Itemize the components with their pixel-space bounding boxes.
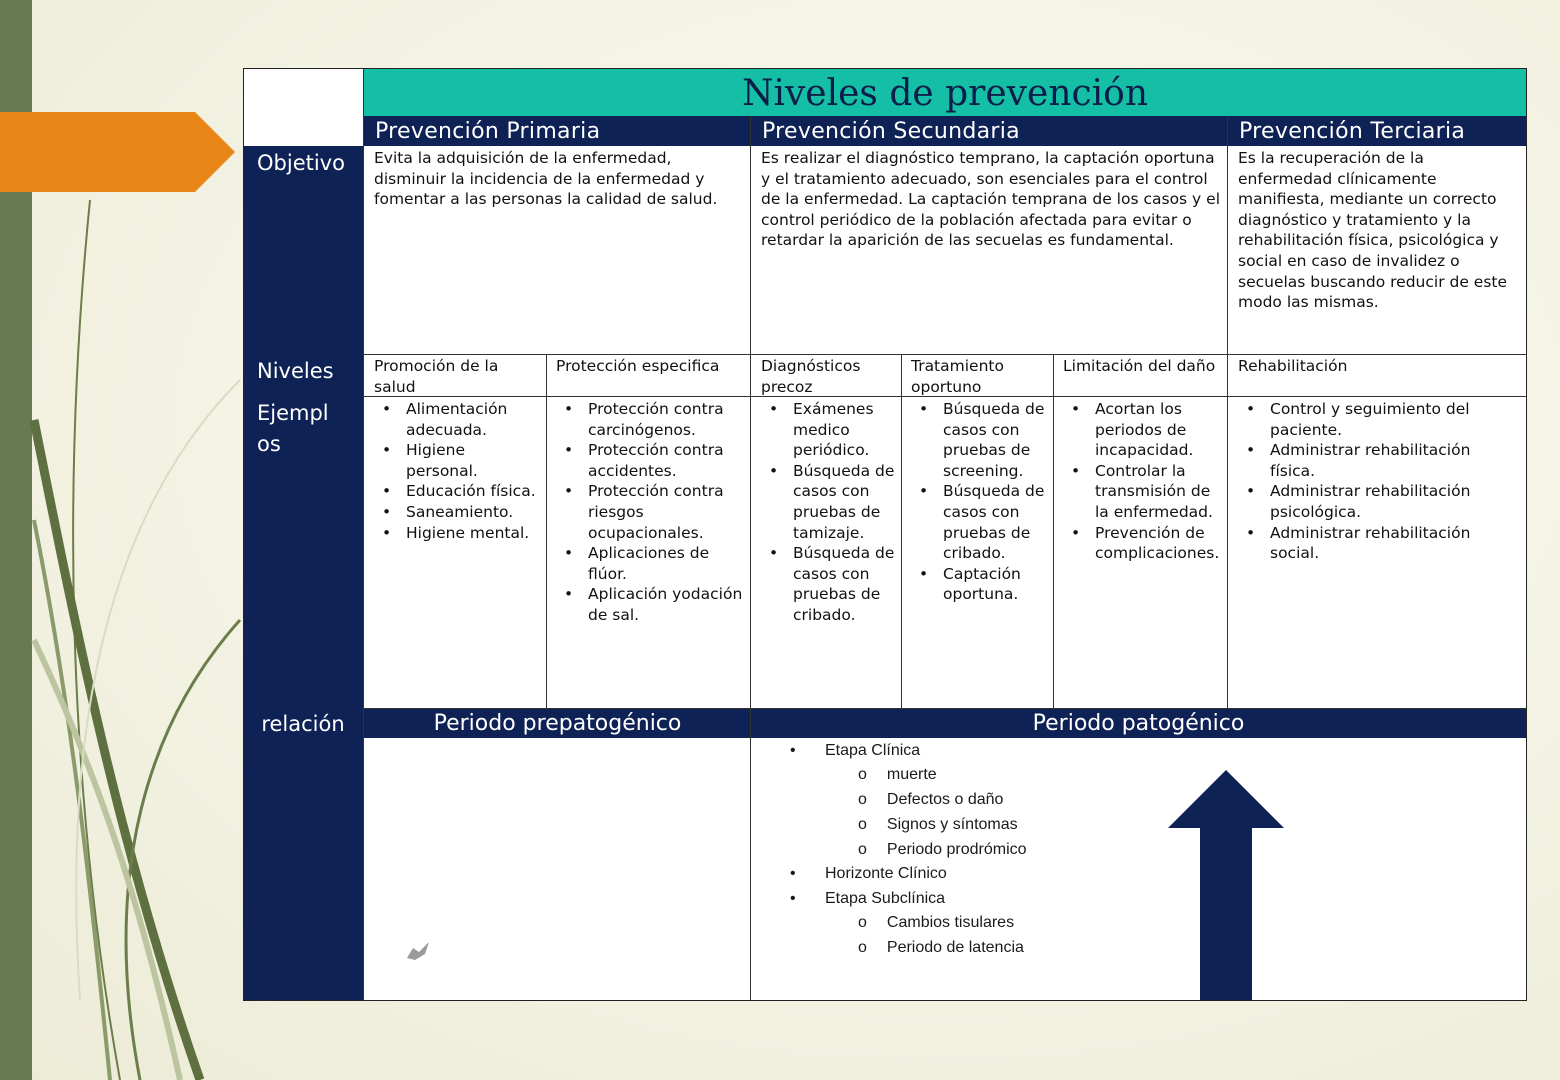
list-item: • Higiene mental. bbox=[406, 523, 540, 544]
list-item: o Cambios tisulares bbox=[858, 914, 1015, 931]
list-item: • Búsqueda de casos con pruebas de cribado. bbox=[793, 543, 895, 625]
list-item: o Signos y síntomas bbox=[858, 816, 1018, 833]
grid-line bbox=[363, 69, 364, 1000]
list-item: • Higiene personal. bbox=[406, 440, 540, 481]
primary-header: Prevención Primaria bbox=[375, 119, 601, 144]
ejemplos-tratamiento bbox=[901, 397, 1053, 708]
patogenico-list: • Etapa Clínica o muerte o Defectos o daño o Signos y síntomas o Periodo prodrómico • Horizonte Clínico • Etapa Subclínica o Cambios tisulares o Periodo de latencia bbox=[790, 742, 1027, 956]
grid-line bbox=[546, 354, 547, 708]
list-item: • Protección contra carcinógenos. bbox=[588, 399, 745, 440]
list-item: • Búsqueda de casos con pruebas de screening. bbox=[943, 399, 1047, 481]
tertiary-header: Prevención Terciaria bbox=[1239, 119, 1466, 144]
nivel-promocion: Promoción de la salud bbox=[374, 357, 499, 396]
list-item: • Protección contra accidentes. bbox=[588, 440, 745, 481]
periodo-patogenico: Periodo patogénico bbox=[1032, 711, 1245, 736]
periodo-prepatogenico: Periodo prepatogénico bbox=[433, 711, 682, 736]
nivel-limitacion: Limitación del daño bbox=[1063, 357, 1216, 375]
ejemplos-rehabilitacion bbox=[1228, 397, 1526, 708]
objective-primary: Evita la adquisición de la enfermedad, disminuir la incidencia de la enfermedad y fomentar a las personas la calidad de salud. bbox=[374, 149, 718, 209]
grid-line bbox=[364, 396, 1526, 397]
nivel-rehabilitacion: Rehabilitación bbox=[1238, 357, 1348, 375]
nivel-proteccion: Protección especifica bbox=[556, 357, 720, 375]
objective-secondary: Es realizar el diagnóstico temprano, la captación oportuna y el tratamiento adecuado, son esenciales para el control de la enfermedad. La captación temprana de los casos y el control periódico de la población afectada para evitar o retardar la aparición de las secuelas es fundamental. bbox=[761, 149, 1220, 250]
list-item: o Defectos o daño bbox=[858, 791, 1004, 808]
list-item: • Administrar rehabilitación física. bbox=[1270, 440, 1520, 481]
list-item: • Control y seguimiento del paciente. bbox=[1270, 399, 1520, 440]
nivel-tratamiento: Tratamiento oportuno bbox=[911, 357, 1004, 396]
list-item: • Protección contra riesgos ocupacionales. bbox=[588, 481, 745, 543]
grid-line bbox=[364, 708, 1526, 709]
list-item: • Aplicaciones de flúor. bbox=[588, 543, 745, 584]
orange-arrow-shape bbox=[0, 112, 235, 192]
row-label-ejemplos: Ejemplos bbox=[257, 401, 329, 456]
objective-tertiary: Es la recuperación de la enfermedad clínicamente manifiesta, mediante un correcto diagnóstico y tratamiento y la rehabilitación física, psicológica y social en caso de invalidez o secuelas buscando reducir de este modo las mismas. bbox=[1238, 149, 1508, 312]
table-title: Niveles de prevención bbox=[364, 69, 1526, 116]
grid-line bbox=[1227, 116, 1228, 709]
ejemplos-diagnostico bbox=[751, 397, 901, 708]
secondary-header: Prevención Secundaria bbox=[762, 119, 1020, 144]
list-item: • Aplicación yodación de sal. bbox=[588, 584, 745, 625]
nivel-diagnostico: Diagnósticos precoz bbox=[761, 357, 861, 396]
list-item: • Administrar rehabilitación psicológica. bbox=[1270, 481, 1520, 522]
grid-line bbox=[364, 354, 1526, 355]
list-item: • Administrar rehabilitación social. bbox=[1270, 523, 1520, 564]
list-item: o muerte bbox=[858, 766, 937, 783]
list-item: • Búsqueda de casos con pruebas de cribado. bbox=[943, 481, 1047, 563]
ejemplos-proteccion bbox=[546, 397, 751, 708]
list-item: • Exámenes medico periódico. bbox=[793, 399, 895, 461]
list-item: • Alimentación adecuada. bbox=[406, 399, 540, 440]
small-mark-icon bbox=[405, 940, 431, 962]
list-item: o Periodo de latencia bbox=[858, 939, 1024, 956]
row-label-relacion: relación bbox=[261, 712, 345, 736]
list-item: • Búsqueda de casos con pruebas de tamizaje. bbox=[793, 461, 895, 543]
list-item: • Acortan los periodos de incapacidad. bbox=[1095, 399, 1221, 461]
list-item: • Captación oportuna. bbox=[943, 564, 1047, 605]
list-item: o Periodo prodrómico bbox=[858, 841, 1027, 858]
up-arrow-icon bbox=[1166, 768, 1286, 1000]
row-label-niveles: Niveles bbox=[257, 359, 334, 383]
list-item: • Prevención de complicaciones. bbox=[1095, 523, 1221, 564]
list-item: • Controlar la transmisión de la enfermedad. bbox=[1095, 461, 1221, 523]
grid-line bbox=[750, 116, 751, 1000]
list-item: • Saneamiento. bbox=[406, 502, 540, 523]
row-label-objetivo: Objetivo bbox=[257, 151, 345, 175]
grid-line bbox=[1053, 354, 1054, 708]
ejemplos-promocion bbox=[364, 397, 546, 708]
grid-line bbox=[901, 354, 902, 708]
list-item: • Educación física. bbox=[406, 481, 540, 502]
ejemplos-limitacion bbox=[1053, 397, 1227, 708]
